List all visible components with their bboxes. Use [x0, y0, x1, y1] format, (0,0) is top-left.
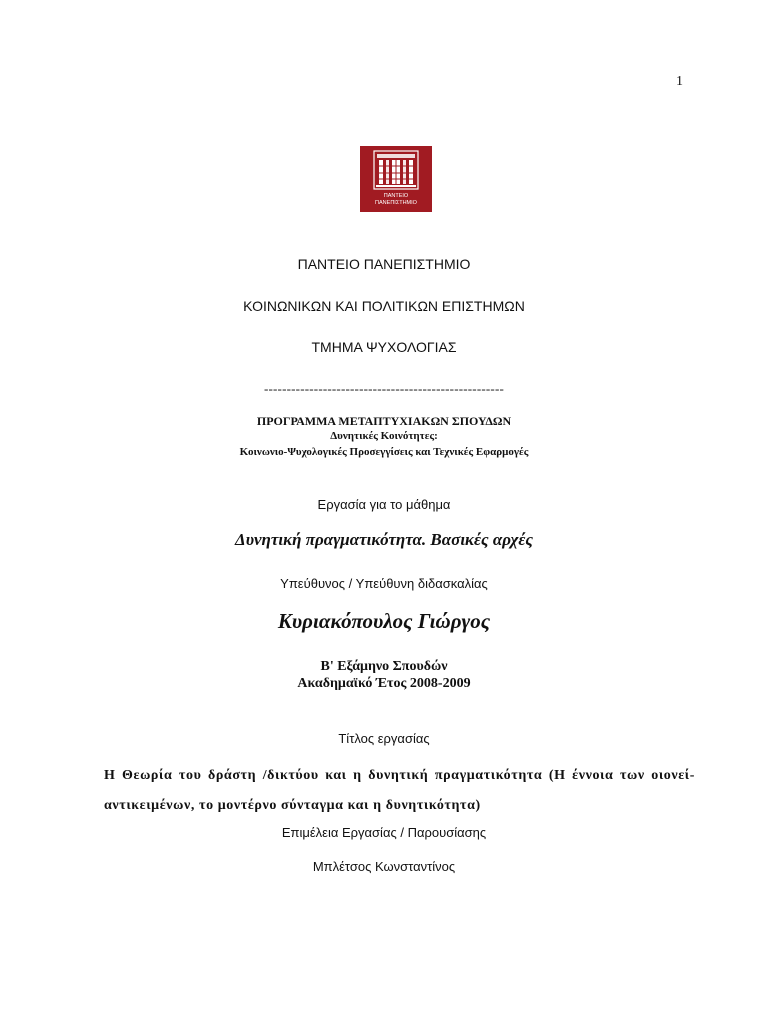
separator-line: -----------------------------------------------------: [263, 381, 505, 396]
faculty-name: ΚΟΙΝΩΝΙΚΩΝ ΚΑΙ ΠΟΛΙΤΙΚΩΝ ΕΠΙΣΤΗΜΩΝ: [243, 298, 525, 314]
author-name: Μπλέτσος Κωνσταντίνος: [312, 859, 456, 874]
university-name: ΠΑΝΤΕΙΟ ΠΑΝΕΠΙΣΤΗΜΙΟ: [297, 256, 471, 272]
paper-title: [104, 761, 695, 821]
logo-text-line2: ΠΑΝΕΠΙΣΤΗΜΙΟ: [375, 200, 417, 206]
program-subtitle-line1: Δυνητικές Κοινότητες:: [330, 430, 438, 442]
logo-text-line1: ΠΑΝΤΕΙΟ: [383, 193, 409, 199]
semester: Β' Εξάμηνο Σπουδών: [320, 659, 448, 674]
editor-label: Επιμέλεια Εργασίας / Παρουσίασης: [281, 825, 487, 840]
paper-title-label: Τίτλος εργασίας: [338, 731, 430, 746]
page-number: 1: [676, 74, 683, 89]
program-subtitle-line2: Κοινωνιο-Ψυχολογικές Προσεγγίσεις και Τεχνικές Εφαρμογές: [239, 446, 529, 458]
university-logo: [360, 146, 432, 212]
instructor-label: Υπεύθυνος / Υπεύθυνη διδασκαλίας: [280, 576, 488, 591]
paper-title-line2: αντικειμένων, το μοντέρνο σύνταγμα και η δυνητικότητα): [104, 798, 481, 813]
paper-title-line1: Η Θεωρία του δράστη /δικτύου και η δυνητική πραγματικότητα (Η έννοια των οιονεί-: [104, 768, 695, 783]
course-title: Δυνητική πραγματικότητα. Βασικές αρχές: [235, 530, 533, 549]
academic-year: Ακαδημαϊκό Έτος 2008-2009: [297, 676, 471, 691]
department-name: ΤΜΗΜΑ ΨΥΧΟΛΟΓΙΑΣ: [311, 339, 457, 355]
program-title: ΠΡΟΓΡΑΜΜΑ ΜΕΤΑΠΤΥΧΙΑΚΩΝ ΣΠΟΥΔΩΝ: [256, 414, 512, 428]
instructor-name: Κυριακόπουλος Γιώργος: [277, 609, 491, 633]
course-intro: Εργασία για το μάθημα: [317, 497, 451, 512]
